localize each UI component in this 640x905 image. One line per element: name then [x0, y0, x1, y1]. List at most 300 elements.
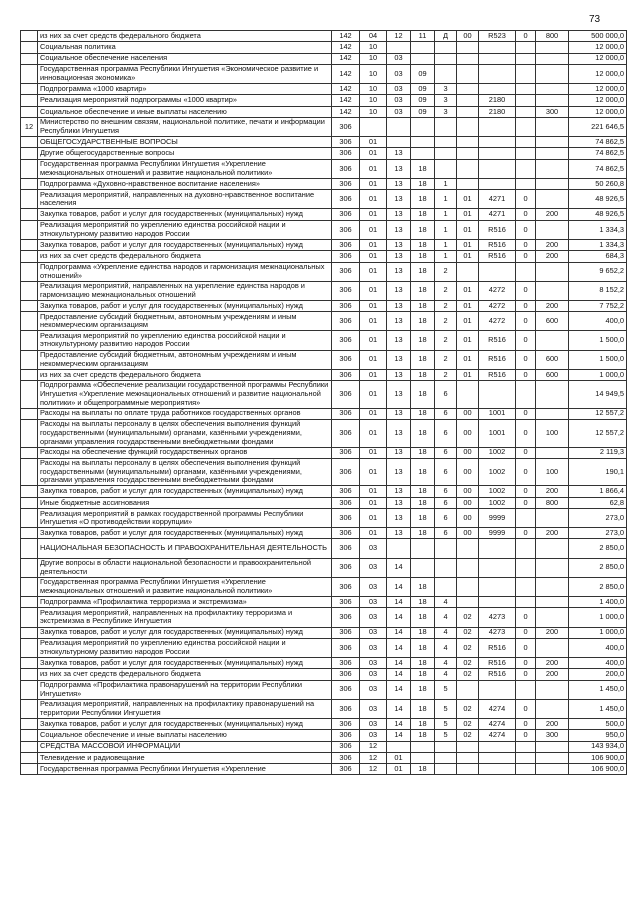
row-event-cell: 00	[457, 408, 479, 419]
row-subprogram-cell: 6	[435, 447, 457, 458]
row-grbs-cell: 306	[332, 752, 360, 763]
row-amount-cell: 106 900,0	[569, 752, 627, 763]
row-name-cell: Реализация мероприятий, направленных на духовно-нравственное воспитание населения	[38, 190, 332, 209]
row-amount-cell: 2 850,0	[569, 577, 627, 596]
row-section-cell: 10	[360, 95, 387, 106]
row-code-cell	[516, 53, 536, 64]
row-event-cell	[457, 117, 479, 136]
row-event-cell	[457, 64, 479, 83]
row-event-cell	[457, 84, 479, 95]
row-program-cell: 18	[411, 486, 435, 497]
row-amount-cell: 1 450,0	[569, 699, 627, 718]
row-subprogram-cell: 1	[435, 251, 457, 262]
row-section-cell: 03	[360, 718, 387, 729]
row-program-cell: 18	[411, 190, 435, 209]
row-grbs-cell: 306	[332, 680, 360, 699]
row-expense-type-cell: 200	[536, 669, 569, 680]
row-amount-cell: 500 000,0	[569, 31, 627, 42]
row-section-cell: 01	[360, 458, 387, 486]
row-direction-cell: 2180	[479, 95, 516, 106]
row-section-cell: 01	[360, 137, 387, 148]
row-amount-cell: 12 557,2	[569, 408, 627, 419]
row-grbs-cell: 306	[332, 381, 360, 409]
row-subprogram-cell: 2	[435, 262, 457, 281]
row-expense-type-cell	[536, 381, 569, 409]
row-program-cell: 18	[411, 730, 435, 741]
row-subprogram-cell: 1	[435, 190, 457, 209]
row-subsection-cell	[387, 137, 411, 148]
row-code-cell	[516, 148, 536, 159]
row-program-cell: 18	[411, 251, 435, 262]
row-program-cell	[411, 53, 435, 64]
row-direction-cell: 4274	[479, 699, 516, 718]
row-grbs-cell: 306	[332, 148, 360, 159]
table-row	[21, 300, 627, 311]
row-program-cell: 18	[411, 209, 435, 220]
row-amount-cell: 48 926,5	[569, 190, 627, 209]
row-section-cell: 10	[360, 53, 387, 64]
row-event-cell	[457, 752, 479, 763]
row-expense-type-cell	[536, 84, 569, 95]
row-number-cell	[21, 558, 38, 577]
row-code-cell: 0	[516, 251, 536, 262]
row-event-cell: 02	[457, 669, 479, 680]
row-number-cell	[21, 106, 38, 117]
row-name-cell: Другие общегосударственные вопросы	[38, 148, 332, 159]
row-section-cell: 01	[360, 419, 387, 447]
row-program-cell: 18	[411, 597, 435, 608]
row-name-cell: Закупка товаров, работ и услуг для государственных (муниципальных) нужд	[38, 627, 332, 638]
row-grbs-cell: 306	[332, 350, 360, 369]
table-row	[21, 369, 627, 380]
row-amount-cell: 62,8	[569, 497, 627, 508]
row-event-cell	[457, 137, 479, 148]
row-subsection-cell: 13	[387, 300, 411, 311]
table-row	[21, 95, 627, 106]
row-subsection-cell: 13	[387, 159, 411, 178]
row-program-cell: 18	[411, 669, 435, 680]
row-subprogram-cell: 4	[435, 627, 457, 638]
row-amount-cell: 106 900,0	[569, 764, 627, 775]
row-grbs-cell: 306	[332, 262, 360, 281]
row-expense-type-cell	[536, 159, 569, 178]
row-grbs-cell: 306	[332, 608, 360, 627]
row-section-cell: 01	[360, 497, 387, 508]
row-code-cell	[516, 577, 536, 596]
row-subprogram-cell: 6	[435, 458, 457, 486]
row-program-cell: 18	[411, 408, 435, 419]
row-code-cell: 0	[516, 220, 536, 239]
row-code-cell	[516, 558, 536, 577]
row-number-cell	[21, 239, 38, 250]
row-amount-cell: 2 119,3	[569, 447, 627, 458]
row-event-cell	[457, 95, 479, 106]
row-grbs-cell: 306	[332, 137, 360, 148]
row-number-cell	[21, 262, 38, 281]
row-amount-cell: 273,0	[569, 528, 627, 539]
table-row	[21, 137, 627, 148]
row-direction-cell	[479, 148, 516, 159]
table-row	[21, 577, 627, 596]
row-grbs-cell: 142	[332, 64, 360, 83]
row-event-cell: 01	[457, 369, 479, 380]
row-subsection-cell: 13	[387, 190, 411, 209]
row-name-cell: Расходы на выплаты персоналу в целях обеспечения выполнения функций государственными (муниципальными) органами, казёнными учреждениями, органами управления государственными внебюджетными фондами	[38, 458, 332, 486]
row-direction-cell: 1002	[479, 497, 516, 508]
table-row	[21, 190, 627, 209]
row-code-cell	[516, 381, 536, 409]
row-subsection-cell: 14	[387, 638, 411, 657]
row-direction-cell	[479, 381, 516, 409]
row-amount-cell: 2 850,0	[569, 558, 627, 577]
row-number-cell	[21, 178, 38, 189]
table-row	[21, 458, 627, 486]
row-grbs-cell: 306	[332, 539, 360, 558]
row-amount-cell: 74 862,5	[569, 159, 627, 178]
row-subsection-cell: 13	[387, 178, 411, 189]
row-subprogram-cell	[435, 741, 457, 752]
row-section-cell	[360, 117, 387, 136]
table-row	[21, 331, 627, 350]
row-amount-cell: 12 000,0	[569, 106, 627, 117]
row-direction-cell: 1002	[479, 458, 516, 486]
row-name-cell: Закупка товаров, работ и услуг для государственных (муниципальных) нужд	[38, 300, 332, 311]
row-grbs-cell: 142	[332, 106, 360, 117]
row-number-cell	[21, 680, 38, 699]
row-name-cell: из них за счет средств федерального бюджета	[38, 31, 332, 42]
row-direction-cell: 4274	[479, 730, 516, 741]
row-program-cell: 18	[411, 312, 435, 331]
row-subprogram-cell: 3	[435, 84, 457, 95]
row-event-cell	[457, 159, 479, 178]
row-direction-cell: 9999	[479, 528, 516, 539]
row-code-cell: 0	[516, 718, 536, 729]
row-direction-cell: 4272	[479, 300, 516, 311]
row-event-cell	[457, 262, 479, 281]
row-subprogram-cell: 1	[435, 178, 457, 189]
row-code-cell: 0	[516, 447, 536, 458]
row-expense-type-cell	[536, 577, 569, 596]
table-row	[21, 718, 627, 729]
row-amount-cell: 1 000,0	[569, 627, 627, 638]
row-code-cell	[516, 117, 536, 136]
row-expense-type-cell	[536, 558, 569, 577]
row-event-cell: 00	[457, 486, 479, 497]
budget-table-body	[21, 31, 627, 775]
row-section-cell: 01	[360, 178, 387, 189]
row-event-cell: 01	[457, 300, 479, 311]
row-section-cell: 12	[360, 764, 387, 775]
row-name-cell: Закупка товаров, работ и услуг для государственных (муниципальных) нужд	[38, 239, 332, 250]
row-direction-cell: 4274	[479, 718, 516, 729]
row-name-cell: Подпрограмма «Обеспечение реализации государственной программы Республики Ингушетия «Укрепление межнациональных отношений и развитие национальной политики» и общепрограммные мероприятия»	[38, 381, 332, 409]
row-direction-cell: 2180	[479, 106, 516, 117]
row-expense-type-cell	[536, 64, 569, 83]
row-subsection-cell: 12	[387, 31, 411, 42]
row-subprogram-cell: Д	[435, 31, 457, 42]
row-name-cell: Реализация мероприятий, направленных на профилактику правонарушений на территории Республики Ингушетия	[38, 699, 332, 718]
row-event-cell	[457, 558, 479, 577]
row-name-cell: Иные бюджетные ассигнования	[38, 497, 332, 508]
row-name-cell: Подпрограмма «Укрепление единства народов и гармонизация межнациональных отношений»	[38, 262, 332, 281]
row-section-cell: 03	[360, 627, 387, 638]
row-number-cell	[21, 137, 38, 148]
row-number-cell	[21, 281, 38, 300]
row-section-cell: 01	[360, 209, 387, 220]
row-number-cell	[21, 95, 38, 106]
row-number-cell	[21, 497, 38, 508]
row-subprogram-cell	[435, 159, 457, 178]
row-grbs-cell: 306	[332, 718, 360, 729]
row-expense-type-cell: 800	[536, 497, 569, 508]
table-row	[21, 752, 627, 763]
row-code-cell	[516, 680, 536, 699]
row-code-cell: 0	[516, 638, 536, 657]
row-direction-cell	[479, 752, 516, 763]
row-amount-cell: 1 866,4	[569, 486, 627, 497]
row-number-cell	[21, 148, 38, 159]
row-number-cell	[21, 312, 38, 331]
row-event-cell	[457, 42, 479, 53]
row-code-cell	[516, 597, 536, 608]
row-event-cell	[457, 106, 479, 117]
row-program-cell: 18	[411, 458, 435, 486]
row-subsection-cell	[387, 539, 411, 558]
row-subprogram-cell: 1	[435, 220, 457, 239]
row-grbs-cell: 306	[332, 220, 360, 239]
row-amount-cell: 48 926,5	[569, 209, 627, 220]
row-event-cell	[457, 597, 479, 608]
row-amount-cell: 9 652,2	[569, 262, 627, 281]
row-subprogram-cell: 3	[435, 95, 457, 106]
row-number-cell	[21, 718, 38, 729]
row-subsection-cell: 13	[387, 251, 411, 262]
row-section-cell: 01	[360, 509, 387, 528]
row-code-cell: 0	[516, 497, 536, 508]
row-section-cell: 01	[360, 350, 387, 369]
row-subprogram-cell: 2	[435, 300, 457, 311]
row-subsection-cell: 13	[387, 419, 411, 447]
row-code-cell	[516, 764, 536, 775]
row-grbs-cell: 306	[332, 331, 360, 350]
row-name-cell: из них за счет средств федерального бюджета	[38, 369, 332, 380]
row-amount-cell: 1 000,0	[569, 369, 627, 380]
row-expense-type-cell: 300	[536, 730, 569, 741]
row-direction-cell: 1001	[479, 408, 516, 419]
row-direction-cell	[479, 680, 516, 699]
row-section-cell: 03	[360, 680, 387, 699]
row-section-cell: 03	[360, 558, 387, 577]
row-name-cell: Подпрограмма «Профилактика правонарушений на территории Республики Ингушетия»	[38, 680, 332, 699]
row-name-cell: Подпрограмма «Духовно-нравственное воспитание населения»	[38, 178, 332, 189]
row-direction-cell	[479, 117, 516, 136]
row-program-cell: 18	[411, 419, 435, 447]
row-amount-cell: 50 260,8	[569, 178, 627, 189]
row-section-cell: 01	[360, 220, 387, 239]
row-expense-type-cell	[536, 597, 569, 608]
row-code-cell: 0	[516, 350, 536, 369]
row-number-cell	[21, 509, 38, 528]
row-code-cell: 0	[516, 281, 536, 300]
row-subprogram-cell: 5	[435, 680, 457, 699]
row-subsection-cell	[387, 42, 411, 53]
row-grbs-cell: 306	[332, 209, 360, 220]
row-program-cell: 18	[411, 528, 435, 539]
row-subsection-cell: 13	[387, 447, 411, 458]
row-subsection-cell: 13	[387, 281, 411, 300]
row-expense-type-cell: 200	[536, 658, 569, 669]
row-event-cell: 00	[457, 419, 479, 447]
row-section-cell: 01	[360, 312, 387, 331]
row-number-cell	[21, 300, 38, 311]
row-program-cell: 18	[411, 178, 435, 189]
row-expense-type-cell: 100	[536, 458, 569, 486]
row-amount-cell: 12 000,0	[569, 95, 627, 106]
row-number-cell	[21, 539, 38, 558]
row-subsection-cell: 13	[387, 331, 411, 350]
row-code-cell: 0	[516, 608, 536, 627]
row-number-cell	[21, 608, 38, 627]
row-expense-type-cell	[536, 117, 569, 136]
row-code-cell: 0	[516, 31, 536, 42]
row-amount-cell: 190,1	[569, 458, 627, 486]
row-expense-type-cell: 200	[536, 528, 569, 539]
row-program-cell	[411, 752, 435, 763]
row-subsection-cell: 14	[387, 669, 411, 680]
row-program-cell: 18	[411, 262, 435, 281]
table-row	[21, 312, 627, 331]
row-event-cell: 02	[457, 730, 479, 741]
row-grbs-cell: 142	[332, 53, 360, 64]
row-amount-cell: 1 500,0	[569, 350, 627, 369]
row-expense-type-cell: 600	[536, 350, 569, 369]
row-subsection-cell: 13	[387, 312, 411, 331]
row-code-cell	[516, 509, 536, 528]
row-event-cell: 01	[457, 220, 479, 239]
row-code-cell: 0	[516, 528, 536, 539]
row-section-cell: 01	[360, 251, 387, 262]
table-row	[21, 53, 627, 64]
table-row	[21, 84, 627, 95]
row-name-cell: Государственная программа Республики Ингушетия «Укрепление межнациональных отношений и развитие национальной политики»	[38, 577, 332, 596]
row-subprogram-cell	[435, 148, 457, 159]
row-program-cell: 09	[411, 95, 435, 106]
row-name-cell: Расходы на выплаты по оплате труда работников государственных органов	[38, 408, 332, 419]
row-event-cell: 00	[457, 31, 479, 42]
row-code-cell: 0	[516, 312, 536, 331]
row-grbs-cell: 142	[332, 84, 360, 95]
row-number-cell	[21, 251, 38, 262]
row-expense-type-cell: 200	[536, 486, 569, 497]
row-code-cell: 0	[516, 486, 536, 497]
row-direction-cell: R516	[479, 638, 516, 657]
row-subprogram-cell	[435, 64, 457, 83]
row-event-cell: 01	[457, 350, 479, 369]
row-subprogram-cell	[435, 764, 457, 775]
row-subsection-cell: 03	[387, 64, 411, 83]
row-grbs-cell: 306	[332, 699, 360, 718]
row-number-cell	[21, 638, 38, 657]
row-program-cell	[411, 148, 435, 159]
row-subsection-cell: 14	[387, 577, 411, 596]
row-name-cell: СРЕДСТВА МАССОВОЙ ИНФОРМАЦИИ	[38, 741, 332, 752]
table-row	[21, 658, 627, 669]
row-subprogram-cell	[435, 558, 457, 577]
row-subsection-cell: 01	[387, 764, 411, 775]
row-event-cell	[457, 577, 479, 596]
row-section-cell: 03	[360, 730, 387, 741]
row-expense-type-cell	[536, 53, 569, 64]
table-row	[21, 64, 627, 83]
row-number-cell	[21, 209, 38, 220]
row-subsection-cell: 13	[387, 486, 411, 497]
row-section-cell: 01	[360, 190, 387, 209]
row-code-cell	[516, 106, 536, 117]
row-grbs-cell: 306	[332, 251, 360, 262]
row-expense-type-cell	[536, 281, 569, 300]
row-program-cell: 18	[411, 350, 435, 369]
row-amount-cell: 143 934,0	[569, 741, 627, 752]
row-program-cell	[411, 137, 435, 148]
row-event-cell: 02	[457, 718, 479, 729]
row-subprogram-cell: 2	[435, 369, 457, 380]
row-direction-cell: R523	[479, 31, 516, 42]
row-name-cell: Государственная программа Республики Ингушетия «Укрепление межнациональных отношений и развитие национальной политики»	[38, 159, 332, 178]
row-subsection-cell: 13	[387, 458, 411, 486]
row-section-cell: 12	[360, 741, 387, 752]
row-name-cell: Реализация мероприятий по укреплению единства российской нации и этнокультурному развитию народов России	[38, 331, 332, 350]
row-number-cell	[21, 190, 38, 209]
row-name-cell: Расходы на выплаты персоналу в целях обеспечения выполнения функций государственными (муниципальными) органами, казёнными учреждениями, органами управления государственными внебюджетными фондами	[38, 419, 332, 447]
row-direction-cell: R516	[479, 331, 516, 350]
row-grbs-cell: 306	[332, 239, 360, 250]
row-event-cell: 02	[457, 627, 479, 638]
row-program-cell: 18	[411, 447, 435, 458]
row-subsection-cell: 14	[387, 658, 411, 669]
row-expense-type-cell	[536, 220, 569, 239]
row-grbs-cell: 306	[332, 638, 360, 657]
row-subprogram-cell: 4	[435, 658, 457, 669]
row-grbs-cell: 306	[332, 369, 360, 380]
row-section-cell: 03	[360, 699, 387, 718]
row-program-cell: 18	[411, 381, 435, 409]
row-section-cell: 03	[360, 597, 387, 608]
row-number-cell	[21, 764, 38, 775]
row-expense-type-cell	[536, 262, 569, 281]
table-row	[21, 680, 627, 699]
row-direction-cell	[479, 53, 516, 64]
row-program-cell	[411, 558, 435, 577]
row-number-cell	[21, 53, 38, 64]
table-row	[21, 106, 627, 117]
row-grbs-cell: 306	[332, 558, 360, 577]
row-section-cell: 01	[360, 447, 387, 458]
table-row	[21, 239, 627, 250]
row-event-cell	[457, 539, 479, 558]
table-row	[21, 117, 627, 136]
row-number-cell	[21, 408, 38, 419]
row-subsection-cell: 03	[387, 106, 411, 117]
row-number-cell	[21, 419, 38, 447]
row-grbs-cell: 306	[332, 419, 360, 447]
row-code-cell: 0	[516, 369, 536, 380]
row-number-cell	[21, 627, 38, 638]
row-event-cell: 01	[457, 239, 479, 250]
row-amount-cell: 500,0	[569, 718, 627, 729]
row-subprogram-cell: 2	[435, 312, 457, 331]
row-section-cell: 01	[360, 408, 387, 419]
row-grbs-cell: 306	[332, 281, 360, 300]
